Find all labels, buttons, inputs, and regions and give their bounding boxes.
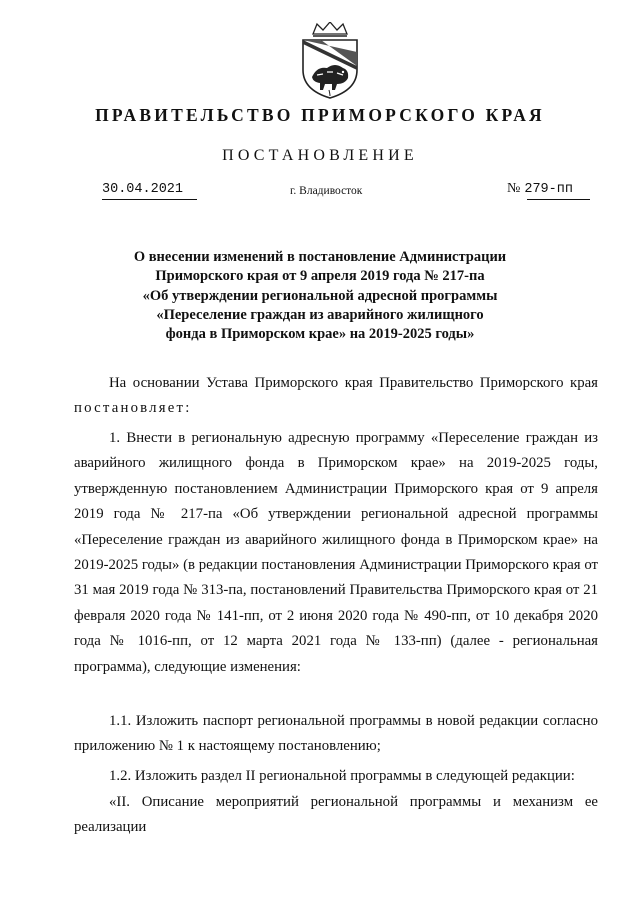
number-value: 279-пп [524, 182, 573, 197]
item-1-1-paragraph: 1.1. Изложить паспорт региональной программы в новой редакции согласно приложению № 1 к настоящему постановлению; [74, 713, 598, 755]
basis-paragraph [74, 371, 598, 422]
decree-word: постановляет: [74, 400, 192, 417]
subject-line: фонда в Приморском крае» на 2019-2025 годы» [165, 326, 475, 343]
section-ii-heading: «II. Описание мероприятий региональной программы и механизм ее реализации [74, 794, 598, 836]
subject-line: О внесении изменений в постановление Администрации [133, 249, 507, 265]
document-date: 30.04.2021 [102, 182, 184, 197]
document-subject [110, 248, 530, 344]
item-1-paragraph: 1. Внести в региональную адресную программу «Переселение граждан из аварийного жилищного фонда в Приморском крае» на 2019-2025 годы, утвержденную постановлением Администрации Приморского края от 9 апреля 2019 года № 217-па «Об утверждении региональной адресной программы «Переселение граждан из аварийного жилищного фонда в Приморском крае» на 2019-2025 годы» (в редакции постановления Администрации Приморского края от 31 мая 2019 года № 313-па, постановлений Правительства Приморского края от 21 февраля 2020 года № 141-пп, от 2 июня 2020 года № 490-пп, от 10 декабря 2020 года № 1016-пп, от 12 марта 2021 года № 133-пп) (далее - региональная программа), следующие изменения: [74, 430, 598, 675]
government-title: ПРАВИТЕЛЬСТВО ПРИМОРСКОГО КРАЯ [95, 105, 545, 125]
number-underline [527, 199, 590, 200]
coat-of-arms-icon [299, 22, 361, 100]
item-1-2-paragraph: 1.2. Изложить раздел II региональной программы в следующей редакции: [109, 768, 575, 784]
subject-line: «Переселение граждан из аварийного жилищного [156, 306, 484, 323]
number-sign: № [507, 181, 521, 196]
basis-text: На основании Устава Приморского края Правительство Приморского края [109, 375, 598, 391]
document-type: ПОСТАНОВЛЕНИЕ [222, 147, 418, 164]
subject-line: «Об утверждении региональной адресной программы [142, 287, 498, 304]
document-city: г. Владивосток [290, 185, 363, 197]
document-number [507, 181, 573, 197]
subject-line: Приморского края от 9 апреля 2019 года № 217-па [155, 268, 485, 285]
date-underline [102, 199, 197, 200]
